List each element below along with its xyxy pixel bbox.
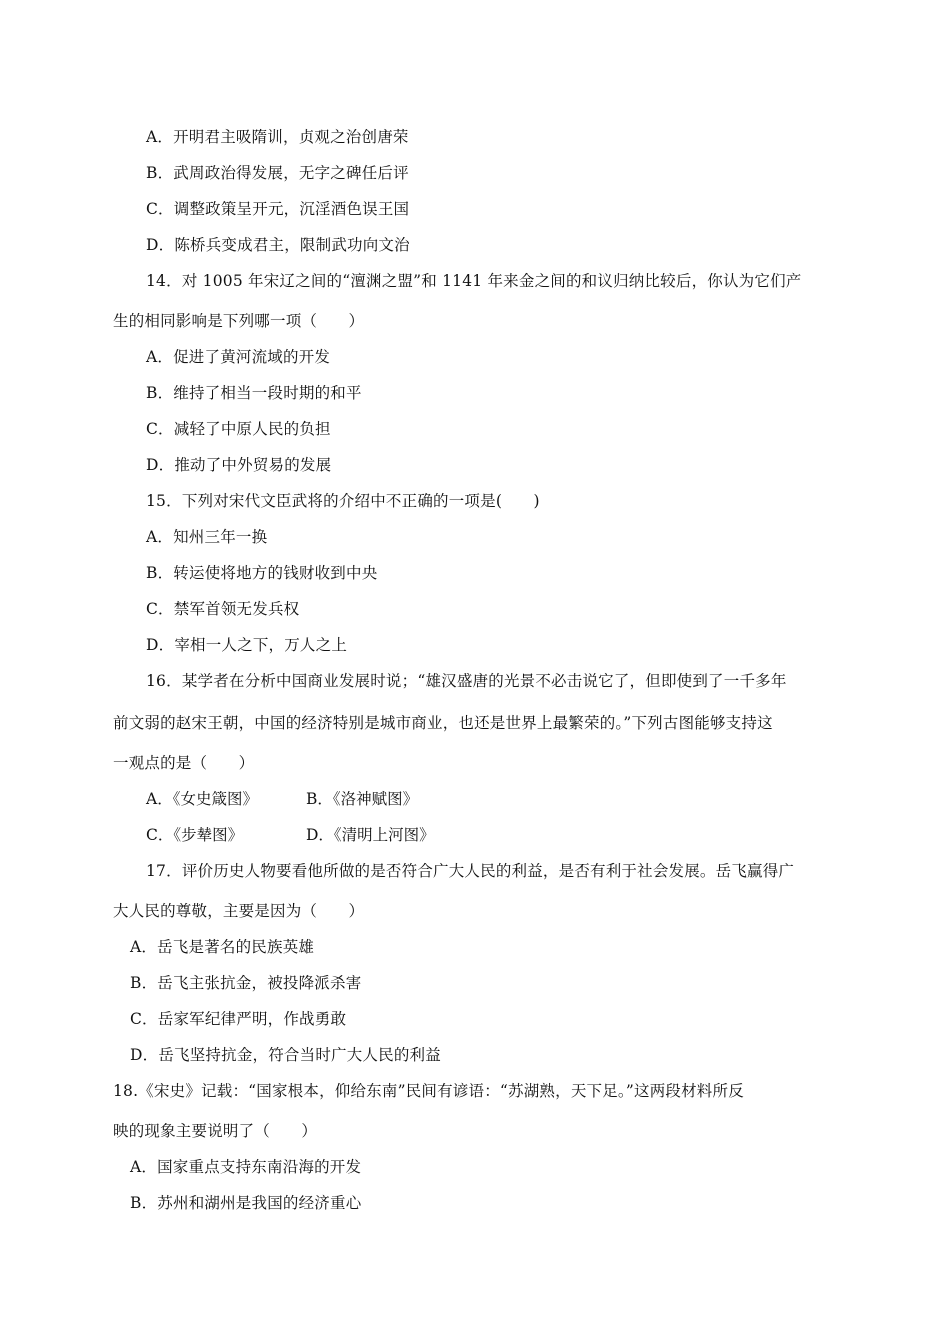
q16-stem-line2: 前文弱的赵宋王朝，中国的经济特别是城市商业，也还是世界上最繁荣的。”下列古图能够支持这 (113, 714, 773, 732)
q13-option-b: B．武周政治得发展，无字之碑任后评 (146, 164, 409, 182)
q18-stem-line2: 映的现象主要说明了（ ） (113, 1122, 318, 1140)
q14-option-d: D．推动了中外贸易的发展 (146, 456, 332, 474)
q15-option-a: A．知州三年一换 (146, 528, 268, 546)
q18-option-a: A．国家重点支持东南沿海的开发 (130, 1158, 362, 1176)
q18-option-b: B．苏州和湖州是我国的经济重心 (130, 1194, 362, 1212)
q17-option-b: B．岳飞主张抗金，被投降派杀害 (130, 974, 362, 992)
q15-option-c: C．禁军首领无发兵权 (146, 600, 300, 618)
q16-option-a: A．《女史箴图》 (146, 790, 258, 808)
q16-stem-line3: 一观点的是（ ） (113, 754, 255, 772)
q17-option-d: D．岳飞坚持抗金，符合当时广大人民的利益 (130, 1046, 441, 1064)
q15-option-d: D．宰相一人之下，万人之上 (146, 636, 348, 654)
q13-option-a: A．开明君主吸隋训，贞观之治创唐荣 (146, 128, 409, 146)
q16-option-b: B．《洛神赋图》 (306, 790, 419, 808)
q13-option-c: C．调整政策呈开元，沉淫酒色误王国 (146, 200, 410, 218)
q15-stem: 15．下列对宋代文臣武将的介绍中不正确的一项是( ) (146, 492, 540, 510)
q16-option-d: D．《清明上河图》 (306, 826, 435, 844)
q17-stem-line1: 17．评价历史人物要看他所做的是否符合广大人民的利益，是否有利于社会发展。岳飞赢得广 (146, 862, 795, 880)
q14-stem-line2: 生的相同影响是下列哪一项（ ） (113, 312, 365, 330)
q17-option-a: A．岳飞是著名的民族英雄 (130, 938, 315, 956)
q17-option-c: C．岳家军纪律严明，作战勇敢 (130, 1010, 347, 1028)
q14-option-c: C．减轻了中原人民的负担 (146, 420, 331, 438)
q17-stem-line2: 大人民的尊敬，主要是因为（ ） (113, 902, 365, 920)
q18-stem-line1: 18.《宋史》记载：“国家根本，仰给东南”民间有谚语：“苏湖熟，天下足。”这两段材料所反 (113, 1082, 744, 1100)
q14-stem-line1: 14．对 1005 年宋辽之间的“澶渊之盟”和 1141 年来金之间的和议归纳比较后，你认为它们产 (146, 272, 802, 290)
q14-option-a: A．促进了黄河流域的开发 (146, 348, 331, 366)
q14-option-b: B．维持了相当一段时期的和平 (146, 384, 362, 402)
q15-option-b: B．转运使将地方的钱财收到中央 (146, 564, 378, 582)
q13-option-d: D．陈桥兵变成君主，限制武功向文治 (146, 236, 410, 254)
q16-stem-line1: 16．某学者在分析中国商业发展时说；“雄汉盛唐的光景不必击说它了，但即使到了一千多年 (146, 672, 787, 690)
q16-option-c: C．《步辇图》 (146, 826, 244, 844)
